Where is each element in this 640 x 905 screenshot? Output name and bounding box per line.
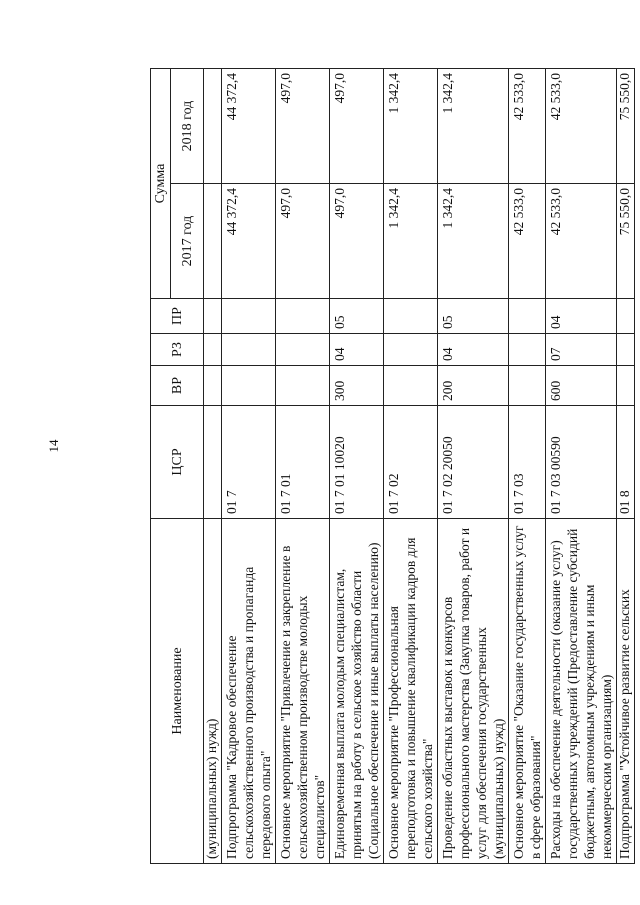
- cell-2017: 1 342,4: [438, 184, 509, 299]
- table-row: [546, 69, 617, 864]
- cell-rz: [222, 334, 276, 366]
- header-name: Наименование: [151, 519, 204, 864]
- cell-pr: [617, 299, 635, 334]
- cell-name: Единовременная выплата молодым специалистам, принятым на работу в сельское хозяйство области (Социальное обеспечение и иные выплаты населению): [330, 519, 384, 864]
- cell-name: Основное мероприятие "Оказание государственных услуг в сфере образования": [509, 519, 546, 864]
- cell-vr: [617, 366, 635, 406]
- cell-csr: 01 7 03: [509, 406, 546, 519]
- cell-vr: 200: [438, 366, 509, 406]
- cell-rz: 04: [438, 334, 509, 366]
- cell-pr: [222, 299, 276, 334]
- cell-vr: [509, 366, 546, 406]
- header-2018: 2018 год: [171, 69, 204, 184]
- cell-vr: 300: [330, 366, 384, 406]
- header-rz: РЗ: [151, 334, 204, 366]
- cell-name: (муниципальных) нужд): [204, 519, 222, 864]
- header-csr: ЦСР: [151, 406, 204, 519]
- cell-name: Подпрограмма "Устойчивое развитие сельских: [617, 519, 635, 864]
- cell-2017: 75 550,0: [617, 184, 635, 299]
- cell-2018: 42 533,0: [546, 69, 617, 184]
- cell-2017: 42 533,0: [546, 184, 617, 299]
- table-row: [384, 69, 438, 864]
- cell-2017: 1 342,4: [384, 184, 438, 299]
- rotated-table-wrapper: [150, 69, 632, 864]
- cell-2018: 75 550,0: [617, 69, 635, 184]
- header-pr: ПР: [151, 299, 204, 334]
- cell-pr: [204, 299, 222, 334]
- cell-vr: [222, 366, 276, 406]
- header-sum: Сумма: [151, 69, 171, 299]
- cell-pr: 05: [438, 299, 509, 334]
- cell-csr: 01 7: [222, 406, 276, 519]
- header-2017: 2017 год: [171, 184, 204, 299]
- cell-2018: 44 372,4: [222, 69, 276, 184]
- table-row: [509, 69, 546, 864]
- budget-table: [150, 68, 635, 864]
- cell-csr: 01 7 02 20050: [438, 406, 509, 519]
- cell-rz: [204, 334, 222, 366]
- cell-2018: 497,0: [330, 69, 384, 184]
- cell-rz: 04: [330, 334, 384, 366]
- cell-vr: [384, 366, 438, 406]
- table-row: [438, 69, 509, 864]
- cell-2018: 1 342,4: [438, 69, 509, 184]
- cell-csr: 01 8: [617, 406, 635, 519]
- cell-rz: 07: [546, 334, 617, 366]
- cell-name: Проведение областных выставок и конкурсов профессионального мастерства (Закупка товаров, работ и услуг для обеспечения государственных (муниципальных) нужд): [438, 519, 509, 864]
- cell-rz: [509, 334, 546, 366]
- table-row: [222, 69, 276, 864]
- header-vr: ВР: [151, 366, 204, 406]
- cell-csr: 01 7 01: [276, 406, 330, 519]
- cell-2018: 42 533,0: [509, 69, 546, 184]
- cell-2017: [204, 184, 222, 299]
- cell-2017: 497,0: [330, 184, 384, 299]
- cell-2018: 1 342,4: [384, 69, 438, 184]
- cell-vr: [276, 366, 330, 406]
- cell-rz: [617, 334, 635, 366]
- table-row: [617, 69, 635, 864]
- cell-rz: [384, 334, 438, 366]
- cell-pr: [276, 299, 330, 334]
- cell-rz: [276, 334, 330, 366]
- table-row: [204, 69, 222, 864]
- cell-csr: [204, 406, 222, 519]
- cell-2018: 497,0: [276, 69, 330, 184]
- cell-name: Основное мероприятие "Профессиональная переподготовка и повышение квалификации кадров для сельского хозяйства": [384, 519, 438, 864]
- cell-csr: 01 7 03 00590: [546, 406, 617, 519]
- cell-vr: [204, 366, 222, 406]
- table-row: [276, 69, 330, 864]
- page-number: 14: [46, 439, 61, 453]
- cell-2017: 44 372,4: [222, 184, 276, 299]
- cell-pr: [509, 299, 546, 334]
- cell-2018: [204, 69, 222, 184]
- cell-csr: 01 7 02: [384, 406, 438, 519]
- cell-pr: 04: [546, 299, 617, 334]
- cell-vr: 600: [546, 366, 617, 406]
- cell-2017: 497,0: [276, 184, 330, 299]
- cell-name: Подпрограмма "Кадровое обеспечение сельскохозяйственного производства и пропаганда передового опыта": [222, 519, 276, 864]
- cell-2017: 42 533,0: [509, 184, 546, 299]
- cell-name: Основное мероприятие "Привлечение и закрепление в сельскохозяйственном производстве молодых специалистов": [276, 519, 330, 864]
- cell-pr: 05: [330, 299, 384, 334]
- cell-pr: [384, 299, 438, 334]
- cell-csr: 01 7 01 10020: [330, 406, 384, 519]
- table-row: [330, 69, 384, 864]
- cell-name: Расходы на обеспечение деятельности (оказание услуг) государственных учреждений (Предоставление субсидий бюджетным, автономным учреждениям и иным некоммерческим организациям): [546, 519, 617, 864]
